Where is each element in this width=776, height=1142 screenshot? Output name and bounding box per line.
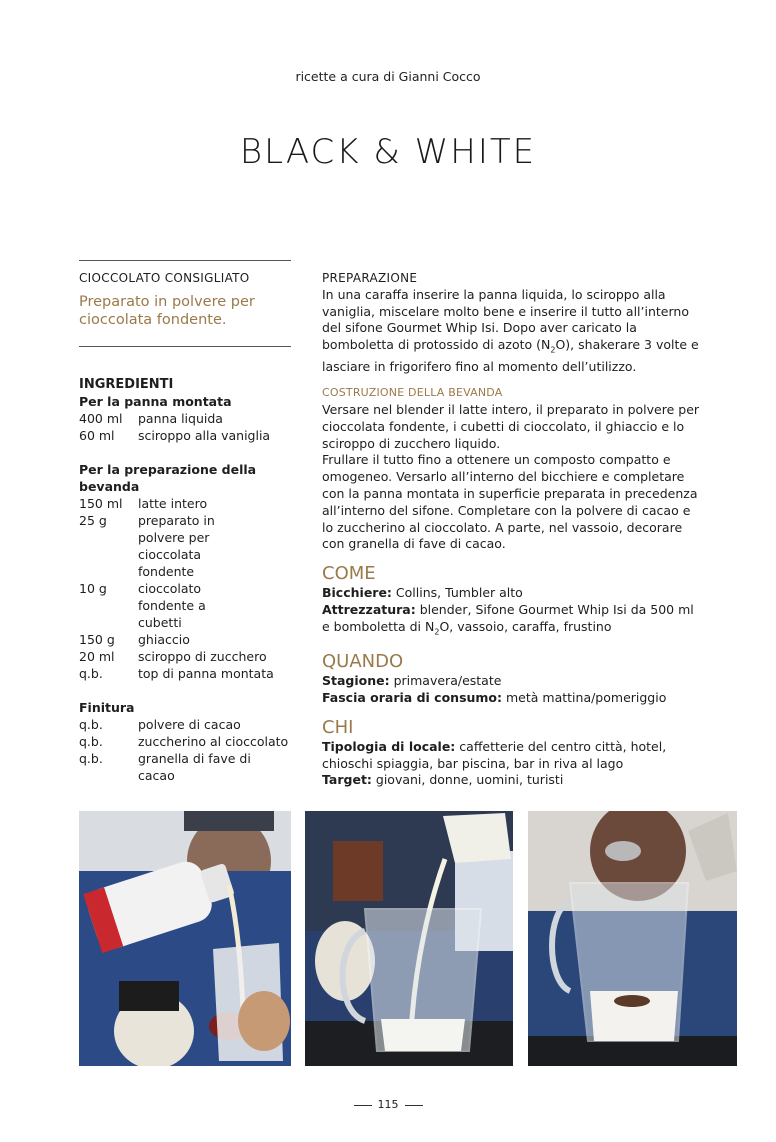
build-text-1: Versare nel blender il latte intero, il preparato in polvere per cioccolata fondente, i cubetti di cioccolato, il ghiaccio e lo sciroppo di zucchero liquido. <box>322 402 700 451</box>
ingredient-desc: sciroppo alla vaniglia <box>138 428 271 443</box>
photo-pouring-into-blender <box>305 811 513 1066</box>
fascia-value: metà mattina/pomeriggio <box>502 689 667 705</box>
target-value: giovani, donne, uomini, turisti <box>371 772 564 788</box>
ingredient-desc: top di panna montata <box>138 666 274 681</box>
come-heading: COME <box>322 563 376 585</box>
tipologia-value: caffetterie del centro città, hotel, chioschi spiaggia, bar piscina, bar in riva al lago <box>322 738 667 771</box>
ingredients-heading: INGREDIENTI <box>79 377 174 392</box>
ingredient-row <box>79 495 291 512</box>
build-heading: COSTRUZIONE DELLA BEVANDA <box>322 386 503 400</box>
bicchiere-label: Bicchiere: <box>322 585 392 601</box>
page-number-text: 115 <box>377 1098 399 1111</box>
attrezzatura-label: Attrezzatura: <box>322 602 416 618</box>
ingredient-desc: panna liquida <box>138 411 223 426</box>
ingredient-qty: 150 g <box>79 632 115 647</box>
recommended-chocolate-box <box>79 270 291 329</box>
ingredient-row <box>79 648 291 665</box>
recommended-heading: CIOCCOLATO CONSIGLIATO <box>79 271 250 285</box>
preparation-text <box>322 287 702 376</box>
fascia-line <box>322 690 702 707</box>
divider-bottom <box>79 346 291 347</box>
quando-heading: QUANDO <box>322 651 404 673</box>
ingredient-desc: sciroppo di zucchero <box>138 649 267 664</box>
ingredient-qty: 10 g <box>79 581 107 596</box>
ingredient-row <box>79 665 291 682</box>
ingredient-qty: 20 ml <box>79 649 115 664</box>
recipe-credit: ricette a cura di Gianni Cocco <box>295 69 481 84</box>
ingredient-desc: cioccolato fondente a cubetti <box>138 581 206 630</box>
preparation-text-b: O), shakerare 3 volte e lasciare in frigorifero fino al momento dell’utilizzo. <box>322 337 699 375</box>
ingredient-row <box>79 512 291 580</box>
ingredient-qty: q.b. <box>79 751 103 766</box>
subscript: 2 <box>434 627 440 637</box>
ingredient-desc: polvere di cacao <box>138 717 241 732</box>
tipologia-line <box>322 739 702 773</box>
dash-left <box>354 1105 372 1106</box>
ingredient-desc: granella di fave di cacao <box>138 751 251 783</box>
ingredient-desc: zuccherino al cioccolato <box>138 734 289 749</box>
bicchiere-value: Collins, Tumbler alto <box>391 585 523 601</box>
photo-pouring-milk-jug <box>79 811 291 1066</box>
bicchiere-line <box>322 585 702 602</box>
page-number <box>0 1098 776 1111</box>
build-text-2: Frullare il tutto fino a ottenere un composto compatto e omogeneo. Versarlo all’interno del bicchiere e completare con la panna montata in superficie preparata in precedenza all’interno del sifone. Completare con la polvere di cacao e lo zuccherino al cioccolato. A parte, nel vassoio, decorare con granella di fave di cacao. <box>322 452 698 552</box>
group-title: Per la preparazione della bevanda <box>79 462 257 494</box>
ingredient-desc: ghiaccio <box>138 632 190 647</box>
ingredient-qty: q.b. <box>79 734 103 749</box>
attrezzatura-value-a: blender, Sifone Gourmet Whip Isi da 500 ml e bomboletta di N <box>322 602 694 634</box>
group-title: Per la panna montata <box>79 394 232 409</box>
ingredient-qty: q.b. <box>79 717 103 732</box>
divider-top <box>79 260 291 261</box>
subscript: 2 <box>550 345 556 355</box>
ingredient-desc: latte intero <box>138 496 208 511</box>
fascia-label: Fascia oraria di consumo: <box>322 689 503 705</box>
tipologia-label: Tipologia di locale: <box>322 738 456 754</box>
photo-adding-cocoa <box>528 811 737 1066</box>
ingredients-section <box>79 376 291 784</box>
ingredient-row <box>79 733 291 750</box>
ingredient-row <box>79 410 291 427</box>
target-line <box>322 772 702 789</box>
ingredient-row <box>79 750 291 784</box>
stagione-label: Stagione: <box>322 673 390 689</box>
preparation-text-a: In una caraffa inserire la panna liquida, lo sciroppo alla vaniglia, miscelare molto bene e inserire il tutto all’interno del sifone Gourmet Whip Isi. Dopo aver caricato la bomboletta di protossido di azoto (N <box>322 286 689 353</box>
ingredient-qty: 150 ml <box>79 496 123 511</box>
ingredient-row <box>79 716 291 733</box>
chi-heading: CHI <box>322 716 354 738</box>
ingredient-row <box>79 580 291 631</box>
attrezzatura-value-b: O, vassoio, caraffa, frustino <box>439 618 612 634</box>
attrezzatura-line <box>322 602 702 641</box>
ingredient-qty: q.b. <box>79 666 103 681</box>
stagione-line <box>322 673 702 690</box>
ingredient-row <box>79 427 291 444</box>
target-label: Target: <box>322 772 372 788</box>
recommended-text: Preparato in polvere per cioccolata fondente. <box>79 294 255 328</box>
ingredient-row <box>79 631 291 648</box>
preparation-heading: PREPARAZIONE <box>322 271 418 285</box>
preparation-section <box>322 270 702 789</box>
dash-right <box>405 1105 423 1106</box>
ingredient-desc: preparato in polvere per cioccolata fondente <box>138 513 215 579</box>
recipe-title: BLACK & WHITE <box>239 132 537 172</box>
ingredient-qty: 25 g <box>79 513 107 528</box>
ingredient-qty: 60 ml <box>79 428 115 443</box>
ingredient-qty: 400 ml <box>79 411 123 426</box>
stagione-value: primavera/estate <box>389 673 502 689</box>
group-title: Finitura <box>79 700 135 715</box>
